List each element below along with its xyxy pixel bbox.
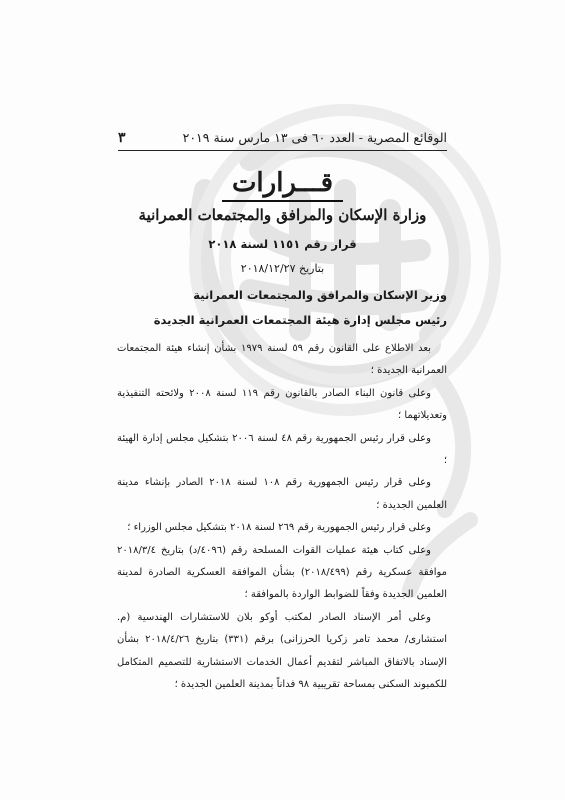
issuer-chairman: رئيس مجلس إدارة هيئة المجتمعات العمرانية الجديدة [153, 313, 447, 327]
preamble-paragraph: وعلى أمر الإسناد الصادر لمكتب أوكو بلان للاستشارات الهندسية (م. استشارى/ محمد تامر زكريا الحرزانى) برقم (٣٣١) بتاريخ ٢٠١٨/٤/٢٦ بشأن الإسناد بالاتفاق المباشر لتقديم أعمال الخدمات الاستشارية للتصميم المتكامل للكمبوند السكنى بمساحة تقريبية ٩٨ فداناً بمدينة العلمين الجديدة ؛ [117, 611, 447, 691]
section-title [0, 168, 565, 202]
gazette-title: الوقائع المصرية - العدد ٦٠ فى ١٣ مارس سنة ٢٠١٩ [182, 130, 447, 145]
preamble-paragraph: وعلى كتاب هيئة عمليات القوات المسلحة رقم (٤٠٩٦/د) بتاريخ ٢٠١٨/٣/٤ موافقة عسكرية رقم (٢٠١٨/٤٩٩) بشأن الموافقة العسكرية الصادرة لمدينة العلمين الجديدة وفقاً للضوابط الواردة بالموافقة ؛ [117, 544, 447, 601]
preamble-paragraph: وعلى قانون البناء الصادر بالقانون رقم ١١٩ لسنة ٢٠٠٨ ولائحته التنفيذية وتعديلاتهما ؛ [117, 387, 447, 422]
decree-date: بتاريخ ٢٠١٨/١٢/٢٧ [240, 262, 325, 275]
page-number: ٣ [118, 130, 126, 146]
preamble-paragraph: وعلى قرار رئيس الجمهورية رقم ٤٨ لسنة ٢٠٠٦ بتشكيل مجلس إدارة الهيئة ؛ [117, 432, 447, 467]
header-rule [118, 150, 447, 151]
ministry-heading: وزارة الإسكان والمرافق والمجتمعات العمرانية [138, 206, 427, 224]
preamble-paragraph: بعد الاطلاع على القانون رقم ٥٩ لسنة ١٩٧٩ بشأن إنشاء هيئة المجتمعات العمرانية الجديدة ؛ [117, 343, 447, 377]
decree-number: قرار رقم ١١٥١ لسنة ٢٠١٨ [208, 237, 357, 251]
issuer-minister: وزير الإسكان والمرافق والمجتمعات العمرانية [193, 288, 447, 302]
decree-preamble [117, 338, 447, 697]
preamble-paragraph: وعلى قرار رئيس الجمهورية رقم ٢٦٩ لسنة ٢٠١٨ بتشكيل مجلس الوزراء ؛ [127, 522, 431, 534]
section-title-text: قـــرارات [222, 168, 343, 202]
preamble-paragraph: وعلى قرار رئيس الجمهورية رقم ١٠٨ لسنة ٢٠١٨ الصادر بإنشاء مدينة العلمين الجديدة ؛ [117, 477, 447, 511]
running-header [118, 130, 447, 146]
